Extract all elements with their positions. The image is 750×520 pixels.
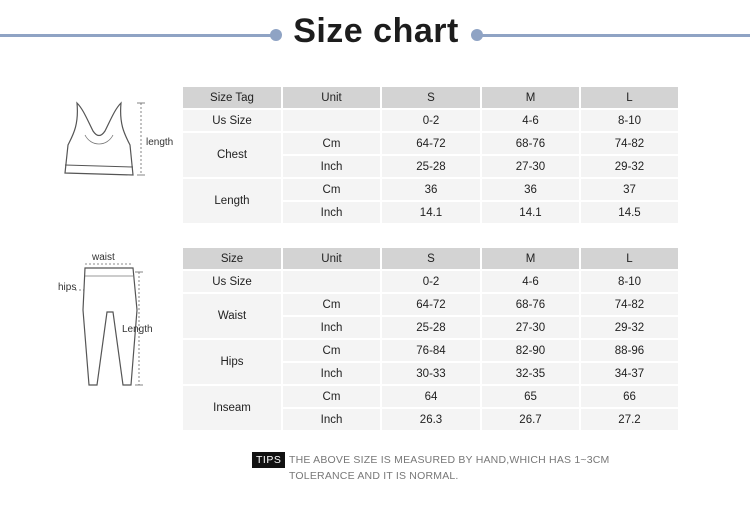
header-cell: L [581,87,678,108]
page-title: Size chart [293,12,459,50]
table-cell: 27-30 [482,317,579,338]
waist-label: waist [92,252,115,263]
row-label: Us Size [183,271,281,292]
table-cell: 26.7 [482,409,579,430]
table-cell: 30-33 [382,363,480,384]
header-line-left [0,34,276,37]
tips-line-1: THE ABOVE SIZE IS MEASURED BY HAND,WHICH HAS 1~3CM [289,454,610,466]
unit-cell [283,110,380,131]
table-cell: 36 [482,179,579,200]
table-row [183,271,678,292]
table-cell: 29-32 [581,156,678,177]
table-cell: 4-6 [482,271,579,292]
table-row [183,179,678,200]
unit-cell: Cm [283,294,380,315]
table-row [183,294,678,315]
unit-cell: Cm [283,386,380,407]
header-cell: L [581,248,678,269]
table-cell: 8-10 [581,271,678,292]
table-cell: 68-76 [482,133,579,154]
top-size-table [181,85,680,225]
table-cell: 0-2 [382,110,480,131]
table-cell: 64 [382,386,480,407]
table-header-row [183,248,678,269]
unit-cell: Cm [283,179,380,200]
table-row [183,133,678,154]
table-row [183,340,678,361]
bra-figure [55,95,180,190]
row-label: Inseam [183,386,281,430]
table-header-row [183,87,678,108]
row-label: Chest [183,133,281,177]
table-cell: 82-90 [482,340,579,361]
table-cell: 14.1 [482,202,579,223]
unit-cell: Cm [283,133,380,154]
unit-cell: Inch [283,317,380,338]
tips-line-2: TOLERANCE AND IT IS NORMAL. [289,470,459,482]
table-cell: 74-82 [581,294,678,315]
table-cell: 32-35 [482,363,579,384]
table-cell: 25-28 [382,156,480,177]
row-label: Us Size [183,110,281,131]
row-label: Waist [183,294,281,338]
page-header [0,8,750,60]
table-cell: 14.1 [382,202,480,223]
header-cell: M [482,248,579,269]
header-cell: Unit [283,248,380,269]
unit-cell [283,271,380,292]
leggings-figure [55,250,180,395]
hips-label: hips [58,282,77,293]
table-cell: 25-28 [382,317,480,338]
table-row [183,386,678,407]
table-cell: 76-84 [382,340,480,361]
unit-cell: Inch [283,202,380,223]
bra-length-label: length [146,137,174,148]
header-cell: S [382,248,480,269]
header-dot-left [270,29,282,41]
table-cell: 29-32 [581,317,678,338]
header-cell: M [482,87,579,108]
tips-text [289,452,669,484]
table-cell: 88-96 [581,340,678,361]
table-cell: 27.2 [581,409,678,430]
header-line-right [476,34,750,37]
table-cell: 68-76 [482,294,579,315]
table-cell: 14.5 [581,202,678,223]
table-cell: 64-72 [382,294,480,315]
header-cell: Size [183,248,281,269]
bottom-size-table [181,246,680,432]
unit-cell: Cm [283,340,380,361]
table-cell: 26.3 [382,409,480,430]
unit-cell: Inch [283,156,380,177]
table-cell: 74-82 [581,133,678,154]
header-cell: Unit [283,87,380,108]
table-cell: 36 [382,179,480,200]
table-cell: 65 [482,386,579,407]
unit-cell: Inch [283,363,380,384]
header-cell: Size Tag [183,87,281,108]
row-label: Hips [183,340,281,384]
header-cell: S [382,87,480,108]
table-cell: 64-72 [382,133,480,154]
row-label: Length [183,179,281,223]
table-cell: 27-30 [482,156,579,177]
table-cell: 4-6 [482,110,579,131]
table-cell: 8-10 [581,110,678,131]
tips-badge: TIPS [252,452,285,468]
table-cell: 37 [581,179,678,200]
table-cell: 66 [581,386,678,407]
unit-cell: Inch [283,409,380,430]
table-cell: 0-2 [382,271,480,292]
table-row [183,110,678,131]
leggings-length-label: Length [122,324,153,335]
table-cell: 34-37 [581,363,678,384]
leggings-icon [55,250,180,395]
